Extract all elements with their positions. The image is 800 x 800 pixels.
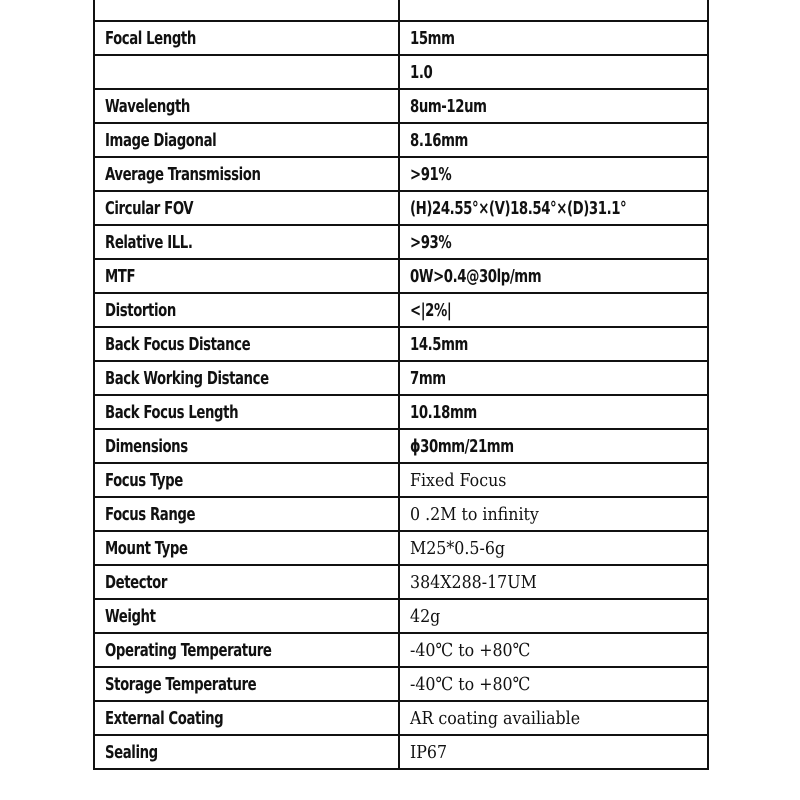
spec-value-cell	[399, 633, 708, 667]
spec-label: Focal Length	[105, 27, 196, 49]
spec-value: 42g	[410, 605, 441, 627]
spec-value: 8.16mm	[410, 129, 468, 151]
table-row	[94, 293, 708, 327]
spec-label-cell	[94, 327, 399, 361]
spec-label: Storage Temperature	[105, 673, 257, 695]
table-row	[94, 361, 708, 395]
spec-value: 10.18mm	[410, 401, 477, 423]
table-row	[94, 463, 708, 497]
spec-value: (H)24.55°×(V)18.54°×(D)31.1°	[410, 197, 627, 219]
spec-value: 15mm	[410, 27, 455, 49]
spec-value-cell	[399, 395, 708, 429]
spec-value-cell	[399, 123, 708, 157]
spec-label-cell	[94, 565, 399, 599]
table-row	[94, 21, 708, 55]
spec-label-cell	[94, 429, 399, 463]
spec-label: Back Focus Length	[105, 401, 239, 423]
table-row	[94, 157, 708, 191]
spec-label-cell	[94, 191, 399, 225]
spec-value-cell	[399, 225, 708, 259]
table-row	[94, 395, 708, 429]
spec-label: Sealing	[105, 741, 158, 763]
spec-value: 7mm	[410, 367, 446, 389]
spec-label-cell	[94, 225, 399, 259]
spec-value-cell	[399, 531, 708, 565]
table-row	[94, 565, 708, 599]
spec-label-cell	[94, 599, 399, 633]
spec-value: M25*0.5-6g	[410, 537, 506, 559]
spec-label: Average Transmission	[105, 163, 261, 185]
table-row	[94, 123, 708, 157]
spec-value-cell	[399, 701, 708, 735]
spec-label-cell	[94, 395, 399, 429]
spec-label-cell	[94, 361, 399, 395]
spec-value-cell	[399, 259, 708, 293]
spec-value: 384X288-17UM	[410, 571, 537, 593]
spec-value-cell	[399, 0, 708, 21]
spec-value-cell	[399, 157, 708, 191]
table-row	[94, 225, 708, 259]
spec-label-cell	[94, 633, 399, 667]
spec-value-cell	[399, 463, 708, 497]
spec-table	[93, 0, 709, 770]
spec-label-cell	[94, 531, 399, 565]
spec-value-cell	[399, 55, 708, 89]
spec-label: Image Diagonal	[105, 129, 217, 151]
spec-value: IP67	[410, 741, 448, 763]
table-row	[94, 55, 708, 89]
table-row	[94, 89, 708, 123]
spec-value-cell	[399, 293, 708, 327]
spec-label: External Coating	[105, 707, 224, 729]
spec-value: <|2%|	[410, 299, 452, 321]
spec-label: Back Focus Distance	[105, 333, 251, 355]
spec-value-cell	[399, 21, 708, 55]
spec-label: Detector	[105, 571, 168, 593]
spec-label: Back Working Distance	[105, 367, 269, 389]
spec-label: Mount Type	[105, 537, 188, 559]
spec-value: 0W>0.4@30lp/mm	[410, 265, 542, 287]
spec-label-cell	[94, 157, 399, 191]
table-row	[94, 259, 708, 293]
spec-value: 1.0	[410, 61, 433, 83]
table-row	[94, 667, 708, 701]
spec-value: >93%	[410, 231, 452, 253]
spec-value-cell	[399, 327, 708, 361]
table-row	[94, 701, 708, 735]
spec-value: 0 .2M to infinity	[410, 503, 539, 525]
spec-value: 8um-12um	[410, 95, 487, 117]
spec-value: 14.5mm	[410, 333, 468, 355]
spec-label: Operating Temperature	[105, 639, 272, 661]
spec-label-cell	[94, 463, 399, 497]
spec-value-cell	[399, 565, 708, 599]
spec-value-cell	[399, 361, 708, 395]
table-row	[94, 429, 708, 463]
spec-label-cell	[94, 0, 399, 21]
spec-label: Circular FOV	[105, 197, 194, 219]
spec-label: MTF	[105, 265, 136, 287]
spec-value-cell	[399, 497, 708, 531]
spec-label-cell	[94, 89, 399, 123]
spec-label-cell	[94, 735, 399, 769]
spec-label-cell	[94, 293, 399, 327]
spec-value-cell	[399, 89, 708, 123]
table-row	[94, 599, 708, 633]
spec-value-cell	[399, 599, 708, 633]
spec-value-cell	[399, 667, 708, 701]
spec-label-cell	[94, 259, 399, 293]
spec-value: Fixed Focus	[410, 469, 507, 491]
spec-label: Wavelength	[105, 95, 190, 117]
spec-label-cell	[94, 667, 399, 701]
spec-label: Focus Range	[105, 503, 196, 525]
table-row	[94, 735, 708, 769]
spec-value: AR coating availiable	[410, 707, 581, 729]
spec-label: Weight	[105, 605, 156, 627]
table-row	[94, 633, 708, 667]
table-row	[94, 497, 708, 531]
spec-label-cell	[94, 55, 399, 89]
spec-label: Distortion	[105, 299, 176, 321]
spec-label: Relative ILL.	[105, 231, 193, 253]
spec-value: >91%	[410, 163, 452, 185]
spec-label-cell	[94, 21, 399, 55]
spec-label-cell	[94, 497, 399, 531]
spec-label-cell	[94, 123, 399, 157]
spec-value-cell	[399, 429, 708, 463]
spec-value-cell	[399, 191, 708, 225]
spec-label: Focus Type	[105, 469, 183, 491]
spec-value-cell	[399, 735, 708, 769]
spec-label: Dimensions	[105, 435, 188, 457]
table-row	[94, 531, 708, 565]
spec-value: -40℃ to +80℃	[410, 639, 531, 661]
spec-label-cell	[94, 701, 399, 735]
spec-value: ϕ30mm/21mm	[410, 435, 514, 457]
table-row	[94, 0, 708, 21]
spec-value: -40℃ to +80℃	[410, 673, 531, 695]
table-row	[94, 327, 708, 361]
table-row	[94, 191, 708, 225]
